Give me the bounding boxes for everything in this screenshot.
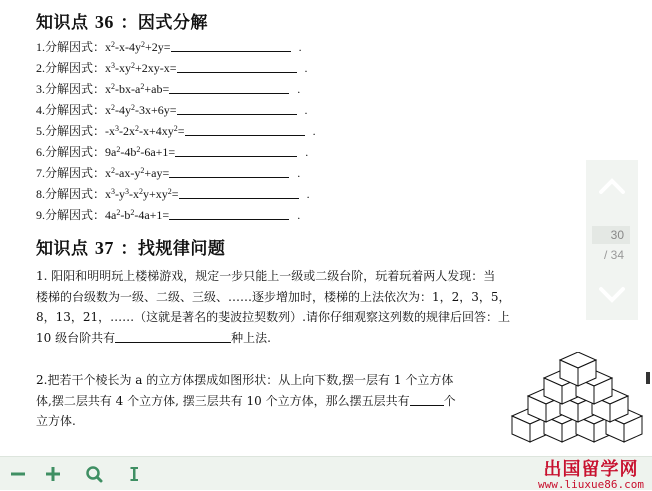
exercise-item — [36, 103, 308, 117]
exercise-tail: . — [304, 61, 308, 75]
title-text: ：因式分解 — [120, 13, 208, 33]
cube — [560, 352, 596, 386]
title-text: ：找规律问题 — [120, 239, 226, 259]
exercise-tail: . — [306, 187, 310, 201]
watermark-title: 出国留学网 — [543, 459, 639, 480]
current-page-input[interactable]: 30 — [592, 226, 630, 244]
exercise-label: 分解因式： — [45, 82, 106, 96]
exercise-expression: $x^3-xy^2+2xy-x=$ — [105, 61, 177, 75]
answer-blank[interactable] — [177, 104, 297, 115]
exercise-number: 4. — [36, 103, 45, 117]
exercise-expression: $9a^2-4b^2-6a+1=$ — [105, 145, 176, 159]
exercise-item — [36, 166, 300, 180]
watermark-url: www.liuxue86.com — [538, 478, 644, 491]
question-2-text: 体,摆二层共有 4 个立方体, 摆三层共有 10 个立方体，那么摆五层共有 — [36, 393, 410, 408]
zoom-in-button[interactable] — [44, 465, 62, 483]
exercise-expression: $x^2-4y^2-3x+6y=$ — [105, 103, 177, 117]
exercise-label: 分解因式： — [45, 187, 106, 201]
answer-blank[interactable] — [115, 332, 231, 343]
question-1-line: 1. 阳阳和明明玩上楼梯游戏，规定一步只能上一级或二级台阶，玩着玩着两人发现：当 — [36, 269, 496, 283]
exercise-label: 分解因式： — [45, 103, 106, 117]
exercise-item — [36, 124, 316, 138]
exercise-item — [36, 40, 302, 54]
answer-blank[interactable] — [175, 146, 297, 157]
exercise-number: 2. — [36, 61, 45, 75]
question-2 — [36, 370, 506, 432]
exercise-item — [36, 145, 308, 159]
exercise-label: 分解因式： — [45, 145, 106, 159]
exercise-item — [36, 187, 310, 201]
exercise-expression: $x^2-bx-a^2+ab=$ — [105, 82, 170, 96]
question-1-prefix: 10 级台阶共有 — [36, 330, 116, 345]
question-2-line: 2.把若干个棱长为 a 的立方体摆成如图形状：从上向下数,摆一层有 1 个立方体 — [36, 373, 454, 387]
exercise-label: 分解因式： — [45, 61, 106, 75]
answer-blank[interactable] — [179, 188, 299, 199]
next-page-button[interactable] — [586, 268, 638, 320]
question-2-tail: 个 — [443, 393, 456, 408]
exercise-number: 7. — [36, 166, 45, 180]
title-number: 36 — [94, 12, 114, 32]
answer-blank[interactable] — [169, 83, 289, 94]
exercise-expression: $x^2-ax-y^2+ay=$ — [105, 166, 170, 180]
exercise-expression: $-x^3-2x^2-x+4xy^2=$ — [105, 124, 185, 138]
answer-blank[interactable] — [185, 125, 305, 136]
chevron-up-icon — [586, 160, 638, 212]
section-37-title — [36, 234, 225, 259]
question-1-line: 楼梯的台级数为一级、二级、三级、……逐步增加时，楼梯的上法依次为：1，2，3，5， — [36, 289, 511, 304]
exercise-tail: . — [298, 40, 302, 54]
exercise-item — [36, 82, 300, 96]
previous-page-button[interactable] — [586, 160, 638, 212]
exercise-label: 分解因式： — [45, 208, 106, 222]
exercise-expression: $x^3-y^3-x^2y+xy^2=$ — [105, 187, 179, 201]
total-pages: / 34 — [603, 248, 624, 262]
page-navigator — [586, 160, 638, 320]
plus-icon — [44, 465, 62, 483]
search-icon — [85, 465, 103, 483]
question-1-line — [36, 328, 576, 349]
text-cursor-icon — [125, 465, 143, 483]
answer-blank[interactable] — [171, 41, 291, 52]
exercise-number: 5. — [36, 124, 45, 138]
exercise-expression: $4a^2-b^2-4a+1=$ — [105, 208, 170, 222]
zoom-out-button[interactable] — [9, 465, 27, 483]
exercise-tail: . — [304, 103, 308, 117]
exercise-label: 分解因式： — [45, 166, 106, 180]
search-button[interactable] — [85, 465, 103, 483]
section-36-title — [36, 8, 208, 33]
minus-icon — [9, 465, 27, 483]
exercise-label: 分解因式： — [45, 40, 106, 54]
title-prefix: 知识点 — [36, 239, 89, 259]
exercise-tail: . — [312, 124, 316, 138]
question-1-suffix: 种上法. — [231, 330, 271, 345]
answer-blank[interactable] — [410, 395, 444, 406]
answer-blank[interactable] — [177, 62, 297, 73]
title-prefix: 知识点 — [36, 13, 89, 33]
question-2-line — [36, 391, 506, 412]
site-watermark — [538, 455, 644, 491]
exercise-number: 6. — [36, 145, 45, 159]
exercise-number: 8. — [36, 187, 45, 201]
exercise-number: 1. — [36, 40, 45, 54]
exercise-tail: . — [297, 166, 301, 180]
exercise-expression: $x^2-x-4y^2+2y=$ — [105, 40, 171, 54]
exercise-tail: . — [305, 145, 309, 159]
title-number: 37 — [94, 238, 114, 258]
exercise-item — [36, 208, 300, 222]
scrollbar-thumb[interactable] — [646, 372, 650, 384]
answer-blank[interactable] — [169, 167, 289, 178]
question-1-line: 8，13，21，……（这就是著名的斐波拉契数列）.请你仔细观察这列数的规律后回答：上 — [36, 310, 510, 324]
question-2-line: 立方体. — [36, 414, 76, 428]
exercise-label: 分解因式： — [45, 124, 106, 138]
text-select-button[interactable] — [125, 465, 143, 483]
exercise-tail: . — [297, 82, 301, 96]
exercise-number: 3. — [36, 82, 45, 96]
answer-blank[interactable] — [169, 209, 289, 220]
question-1 — [36, 266, 576, 348]
exercise-item — [36, 61, 308, 75]
exercise-tail: . — [297, 208, 301, 222]
cube-pyramid-figure — [508, 352, 644, 446]
chevron-down-icon — [586, 268, 638, 320]
exercise-number: 9. — [36, 208, 45, 222]
